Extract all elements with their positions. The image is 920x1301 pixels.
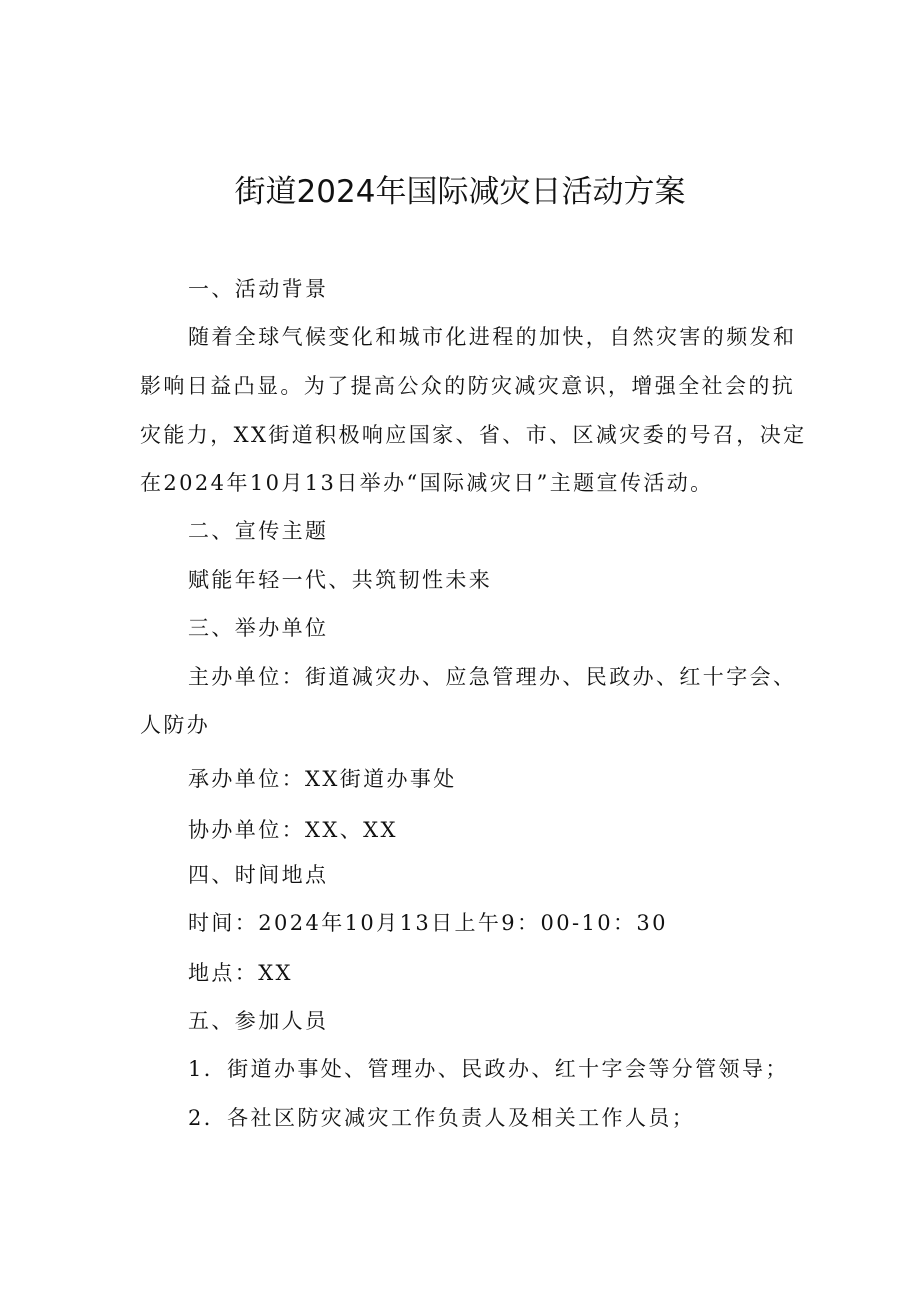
section-heading-participants: 五、参加人员: [188, 1009, 329, 1033]
theme-text: 赋能年轻一代、共筑韧性未来: [188, 568, 493, 592]
section-heading-time-place: 四、时间地点: [188, 863, 329, 887]
participant-item-1: 1．街道办事处、管理办、民政办、红十字会等分管领导；: [188, 1057, 789, 1081]
section-heading-theme: 二、宣传主题: [188, 519, 329, 543]
background-paragraph-line-3: 灾能力，XX街道积极响应国家、省、市、区减灾委的号召，决定: [140, 423, 807, 447]
event-time: 时间：2024年10月13日上午9：00-10：30: [188, 911, 668, 935]
co-organizer-unit: 协办单位：XX、XX: [188, 818, 398, 842]
section-heading-background: 一、活动背景: [188, 277, 329, 301]
background-paragraph-line-1: 随着全球气候变化和城市化进程的加快，自然灾害的频发和: [188, 325, 797, 349]
event-place: 地点：XX: [188, 961, 293, 985]
document-title: 街道2024年国际减灾日活动方案: [234, 174, 686, 210]
background-paragraph-line-4: 在2024年10月13日举办“国际减灾日”主题宣传活动。: [140, 471, 714, 495]
host-units-line-2: 人防办: [140, 713, 211, 737]
organizer-unit: 承办单位：XX街道办事处: [188, 767, 457, 791]
participant-item-2: 2．各社区防灾减灾工作负责人及相关工作人员；: [188, 1106, 696, 1130]
section-heading-organizers: 三、举办单位: [188, 616, 329, 640]
background-paragraph-line-2: 影响日益凸显。为了提高公众的防灾减灾意识，增强全社会的抗: [140, 374, 796, 398]
host-units-line-1: 主办单位：街道减灾办、应急管理办、民政办、红十字会、: [188, 665, 797, 689]
